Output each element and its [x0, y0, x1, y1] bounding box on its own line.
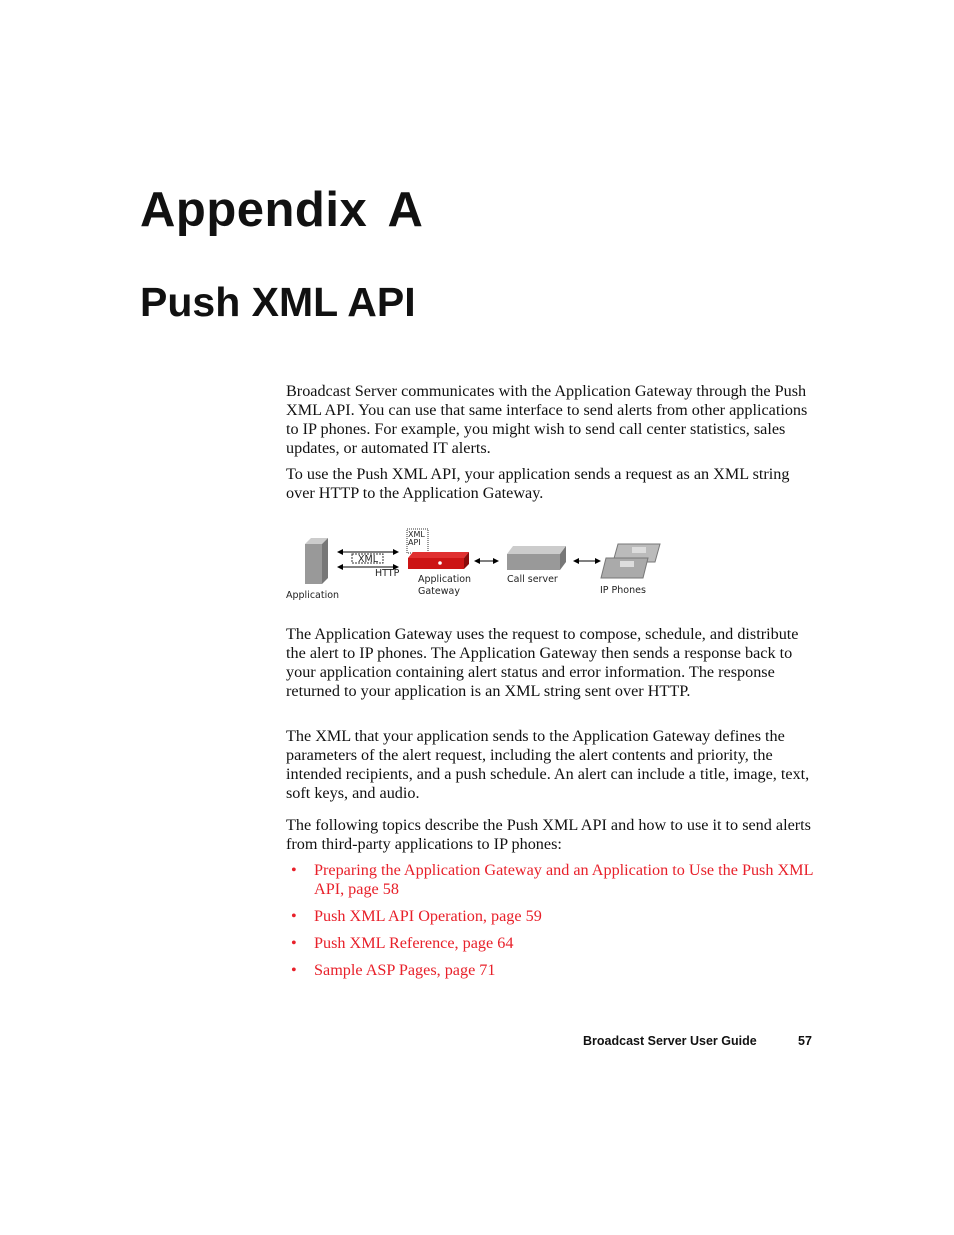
- page-title: Push XML API: [140, 279, 416, 325]
- ip-phones-label: IP Phones: [600, 585, 646, 596]
- paragraph-topics: The following topics describe the Push XML API and how to use it to send alerts from third-party applications to IP phones:: [286, 816, 811, 853]
- call-server-label: Call server: [507, 574, 558, 585]
- link-operation[interactable]: Push XML API Operation, page 59: [314, 906, 542, 925]
- xml-api-label-2: API: [408, 538, 421, 547]
- gateway-label-1: Application: [418, 574, 472, 585]
- page-number: 57: [798, 1034, 812, 1048]
- list-item: • Preparing the Application Gateway and an Application to Use the Push XML API, page 58: [291, 861, 813, 898]
- list-item: • Sample ASP Pages, page 71: [291, 960, 496, 979]
- http-label: HTTP: [375, 568, 400, 579]
- ip-phones-icon: [601, 544, 660, 578]
- link-preparing[interactable]: Preparing the Application Gateway and an Application to Use the Push XML API, page 58: [314, 861, 813, 898]
- list-item: • Push XML API Operation, page 59: [291, 906, 542, 925]
- xml-label: XML: [358, 554, 378, 565]
- application-gateway-icon: [408, 552, 469, 569]
- application-label: Application: [286, 590, 340, 601]
- call-server-icon: [507, 546, 566, 570]
- gateway-label-2: Gateway: [418, 586, 460, 597]
- xml-api-label-1: XML: [408, 530, 425, 539]
- list-item: • Push XML Reference, page 64: [291, 933, 514, 952]
- paragraph-xml: The XML that your application sends to the Application Gateway defines the parameters of the alert request, including the alert contents and priority, the intended recipients, and a push schedule. An alert can include a title, image, text, soft keys, and audio.: [286, 727, 810, 802]
- appendix-heading: Appendix A: [140, 183, 424, 237]
- paragraph-intro: Broadcast Server communicates with the Application Gateway through the Push XML API. You can use that same interface to send alerts from other applications to IP phones. For example, you might wish to send call center statistics, sales updates, or automated IT alerts.: [286, 382, 808, 457]
- topic-links-list: [286, 861, 816, 988]
- application-server-icon: [305, 538, 328, 584]
- link-sample-asp[interactable]: Sample ASP Pages, page 71: [314, 960, 496, 979]
- paragraph-usage: To use the Push XML API, your application sends a request as an XML string over HTTP to the Application Gateway.: [286, 465, 790, 502]
- paragraph-gateway: The Application Gateway uses the request to compose, schedule, and distribute the alert to IP phones. The Application Gateway then sends a response back to your application containing alert status and error information. The response returned to your application is an XML string sent over HTTP.: [286, 625, 799, 700]
- architecture-diagram: [280, 520, 680, 605]
- link-reference[interactable]: Push XML Reference, page 64: [314, 933, 514, 952]
- footer-guide-title: Broadcast Server User Guide: [583, 1034, 757, 1048]
